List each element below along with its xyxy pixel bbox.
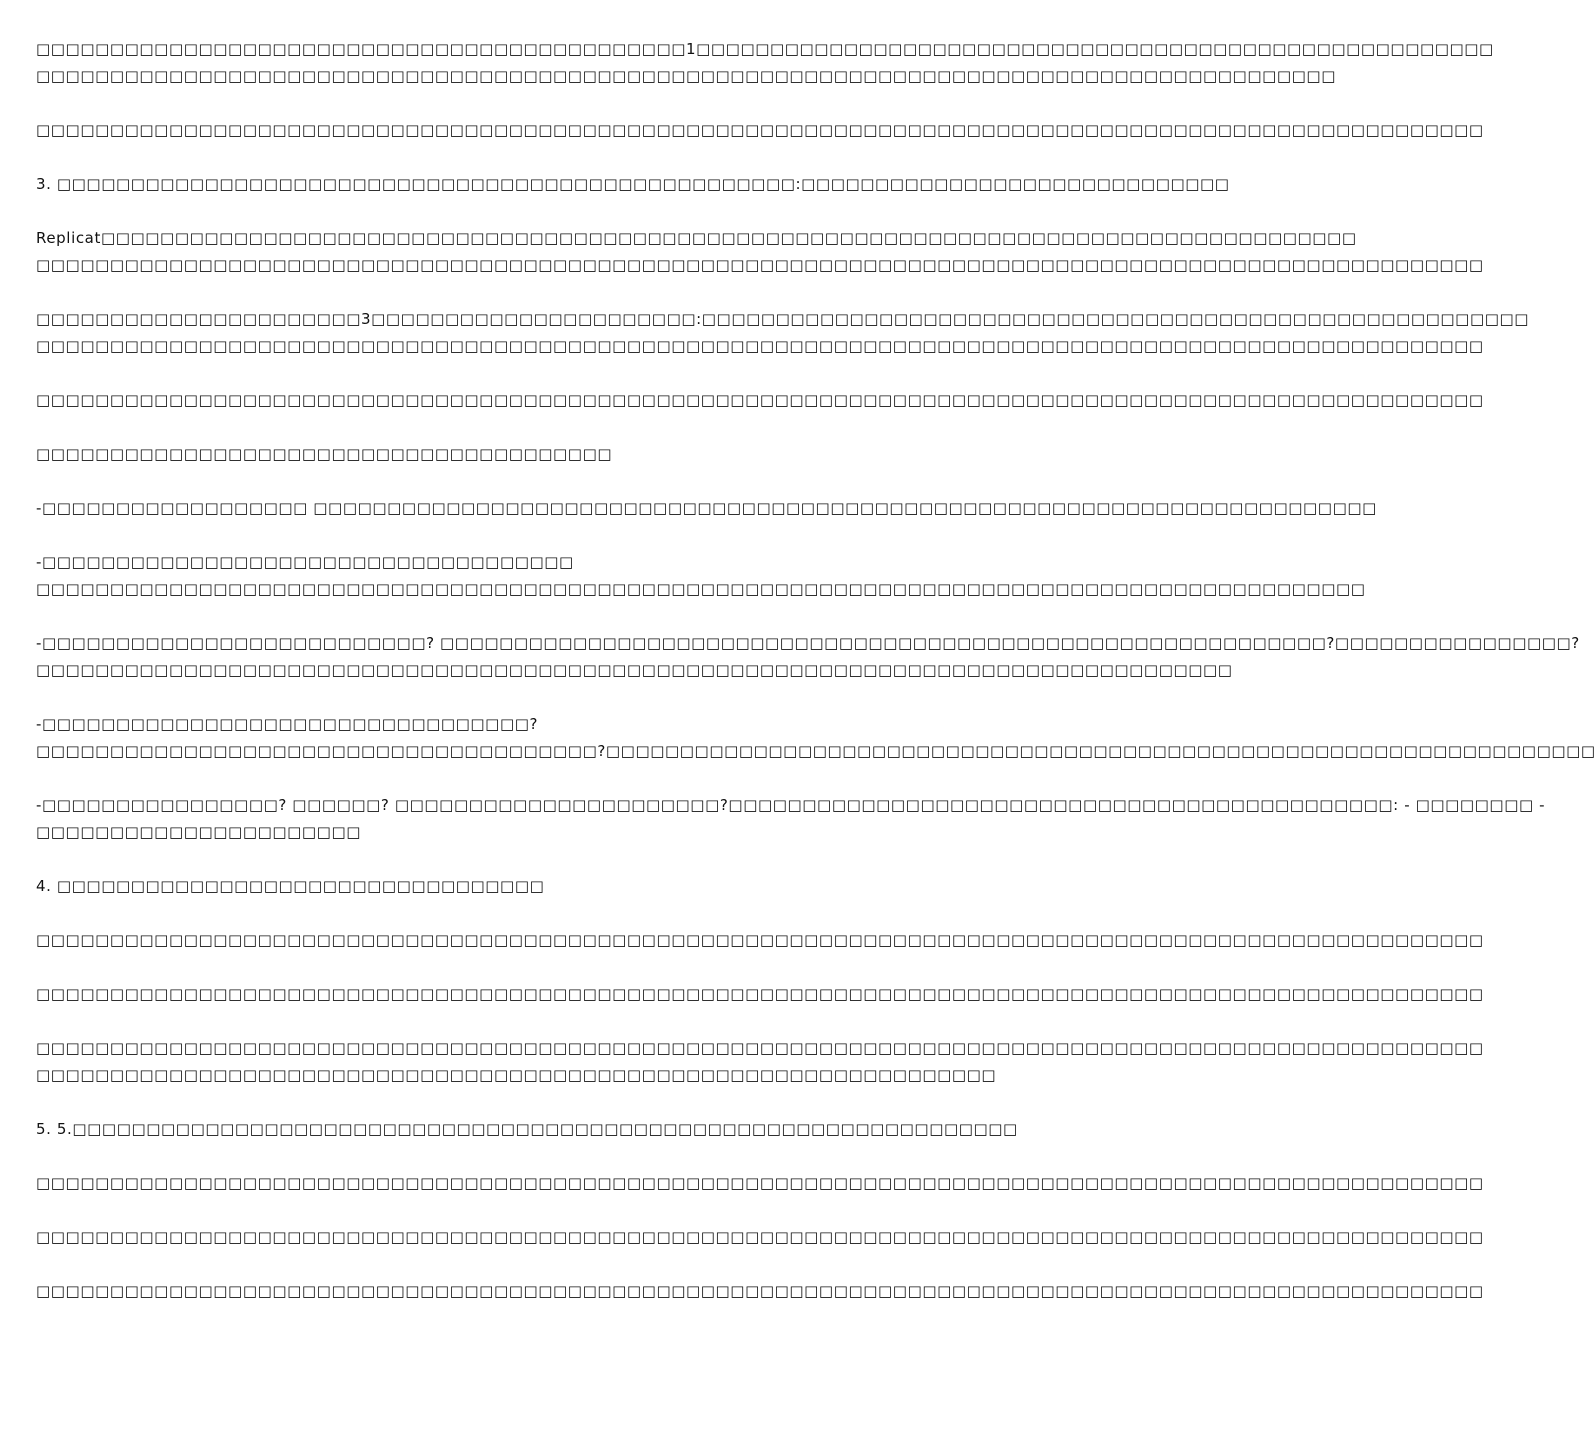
paragraph-line: □□□□□□□□□□□□□□□□□□□□□□□□□□□□□□□□□□□□□□□□□□□□□□□□□□□□□□□□□□□□□□□□□ <box>36 1066 997 1084</box>
document-page <box>36 36 1596 1332</box>
bullet-line: □□□□□□□□□□□□□□□□□□□□□□□□□□□□□□□□□□□□□□□□□□□□□□□□□□□□□□□□□□□□□□□□□□□□□□□□□□□□□□□□□ <box>36 661 1233 679</box>
paragraph-line: □□□□□□□□□□□□□□□□□□□□□□□□□□□□□□□□□□□□□□□□□□□□□□□□□□□□□□□□□□□□□□□□□□□□□□□□□□□□□□□□□□□□□□□□□□□□□□□□□□ <box>36 256 1484 274</box>
paragraph-18 <box>36 1170 1484 1197</box>
paragraph-14 <box>36 927 1484 954</box>
paragraph-16 <box>36 1035 1484 1089</box>
paragraph-5 <box>36 306 1530 360</box>
bullet-item-1 <box>36 495 1377 522</box>
bullet-line: -□□□□□□□□□□□□□□□□□□□□□□□□□□□□□□□□□□□□ <box>36 553 574 571</box>
paragraph-20 <box>36 1278 1484 1305</box>
heading-line: 3. □□□□□□□□□□□□□□□□□□□□□□□□□□□□□□□□□□□□□□□□□□□□□□□□□□:□□□□□□□□□□□□□□□□□□□□□□□□□□□□□ <box>36 175 1230 193</box>
paragraph-line: □□□□□□□□□□□□□□□□□□□□□□□□□□□□□□□□□□□□□□□□□□□□□□□□□□□□□□□□□□□□□□□□□□□□□□□□□□□□□□□□□□□□□□□□□□□□□□□□□□ <box>36 121 1484 139</box>
bullet-item-4 <box>36 711 1596 765</box>
paragraph-line: □□□□□□□□□□□□□□□□□□□□□□□□□□□□□□□□□□□□□□□□□□□□□□□□□□□□□□□□□□□□□□□□□□□□□□□□□□□□□□□□□□□□□□□□□□□□□□□□□□ <box>36 931 1484 949</box>
paragraph-19 <box>36 1224 1484 1251</box>
bullet-line: □□□□□□□□□□□□□□□□□□□□□□□□□□□□□□□□□□□□□□□□□□□□□□□□□□□□□□□□□□□□□□□□□□□□□□□□□□□□□□□□□□□□□□□□□□ <box>36 580 1366 598</box>
bullet-line: □□□□□□□□□□□□□□□□□□□□□□ <box>36 823 361 841</box>
section-heading-4 <box>36 873 990 900</box>
paragraph-line: □□□□□□□□□□□□□□□□□□□□□□□□□□□□□□□□□□□□□□□ <box>36 445 613 463</box>
paragraph-line: □□□□□□□□□□□□□□□□□□□□□□3□□□□□□□□□□□□□□□□□□□□□□:□□□□□□□□□□□□□□□□□□□□□□□□□□□□□□□□□□□□□□□□□□□□□□□□□□□□□□□□ <box>36 310 1530 328</box>
paragraph-line: □□□□□□□□□□□□□□□□□□□□□□□□□□□□□□□□□□□□□□□□□□□□□□□□□□□□□□□□□□□□□□□□□□□□□□□□□□□□□□□□□□□□□□□□□□□□□□□□□□ <box>36 391 1484 409</box>
heading-line: 5. 5.□□□□□□□□□□□□□□□□□□□□□□□□□□□□□□□□□□□□□□□□□□□□□□□□□□□□□□□□□□□□□□□□ <box>36 1120 1018 1138</box>
paragraph-line: □□□□□□□□□□□□□□□□□□□□□□□□□□□□□□□□□□□□□□□□□□□□□□□□□□□□□□□□□□□□□□□□□□□□□□□□□□□□□□□□□□□□□□□□□□□□□□□□□□ <box>36 337 1484 355</box>
paragraph-replicat <box>36 225 1484 279</box>
paragraph-line: □□□□□□□□□□□□□□□□□□□□□□□□□□□□□□□□□□□□□□□□□□□□□□□□□□□□□□□□□□□□□□□□□□□□□□□□□□□□□□□□□□□□□□□□□□□□□□□□□□ <box>36 1174 1484 1192</box>
paragraph-line: Replicat□□□□□□□□□□□□□□□□□□□□□□□□□□□□□□□□□□□□□□□□□□□□□□□□□□□□□□□□□□□□□□□□□□□□□□□□□□□□□□□□□□□□□ <box>36 229 1357 247</box>
paragraph-15 <box>36 981 1484 1008</box>
heading-line: 4. □□□□□□□□□□□□□□□□□□□□□□□□□□□□□□□□□ <box>36 877 545 895</box>
bullet-item-2 <box>36 549 1366 603</box>
bullet-line: -□□□□□□□□□□□□□□□□□□□□□□□□□□□□□□□□□? <box>36 715 539 733</box>
bullet-line: -□□□□□□□□□□□□□□□□□□□□□□□□□□? □□□□□□□□□□□□□□□□□□□□□□□□□□□□□□□□□□□□□□□□□□□□□□□□□□□□□□□□□□□□?□□□□□□□□□□□□□□□□? <box>36 634 1580 652</box>
paragraph-7 <box>36 441 990 468</box>
paragraph-6 <box>36 387 1484 414</box>
paragraph-1 <box>36 36 1494 90</box>
section-heading-3 <box>36 171 1230 198</box>
paragraph-line: □□□□□□□□□□□□□□□□□□□□□□□□□□□□□□□□□□□□□□□□□□□□□□□□□□□□□□□□□□□□□□□□□□□□□□□□□□□□□□□□□□□□□□□□□□□□□□□□□□ <box>36 1039 1484 1057</box>
bullet-line: -□□□□□□□□□□□□□□□□□□ □□□□□□□□□□□□□□□□□□□□□□□□□□□□□□□□□□□□□□□□□□□□□□□□□□□□□□□□□□□□□□□□□□□□□□□□ <box>36 499 1377 517</box>
section-heading-5 <box>36 1116 1018 1143</box>
bullet-line: □□□□□□□□□□□□□□□□□□□□□□□□□□□□□□□□□□□□□□?□□□□□□□□□□□□□□□□□□□□□□□□□□□□□□□□□□□□□□□□□□□□□□□□□□□□□□□□□□□□□□□□□□□ <box>36 742 1596 760</box>
paragraph-line: □□□□□□□□□□□□□□□□□□□□□□□□□□□□□□□□□□□□□□□□□□□□□□□□□□□□□□□□□□□□□□□□□□□□□□□□□□□□□□□□□□□□□□□□□□□□□□□□□□ <box>36 1228 1484 1246</box>
bullet-item-5 <box>36 792 1546 846</box>
paragraph-2 <box>36 117 1484 144</box>
paragraph-line: □□□□□□□□□□□□□□□□□□□□□□□□□□□□□□□□□□□□□□□□□□□□□□□□□□□□□□□□□□□□□□□□□□□□□□□□□□□□□□□□□□□□□□□□□□□□□□□□□□ <box>36 985 1484 1003</box>
paragraph-line: □□□□□□□□□□□□□□□□□□□□□□□□□□□□□□□□□□□□□□□□□□□□1□□□□□□□□□□□□□□□□□□□□□□□□□□□□□□□□□□□□□□□□□□□□□□□□□□□□□□ <box>36 40 1494 58</box>
bullet-line: -□□□□□□□□□□□□□□□□? □□□□□□? □□□□□□□□□□□□□□□□□□□□□□?□□□□□□□□□□□□□□□□□□□□□□□□□□□□□□□□□□□□□□□□□□□□□: - □□□□□□□□ - <box>36 796 1546 814</box>
bullet-item-3 <box>36 630 1580 684</box>
paragraph-line: □□□□□□□□□□□□□□□□□□□□□□□□□□□□□□□□□□□□□□□□□□□□□□□□□□□□□□□□□□□□□□□□□□□□□□□□□□□□□□□□□□□□□□□□ <box>36 67 1336 85</box>
paragraph-line: □□□□□□□□□□□□□□□□□□□□□□□□□□□□□□□□□□□□□□□□□□□□□□□□□□□□□□□□□□□□□□□□□□□□□□□□□□□□□□□□□□□□□□□□□□□□□□□□□□ <box>36 1282 1484 1300</box>
